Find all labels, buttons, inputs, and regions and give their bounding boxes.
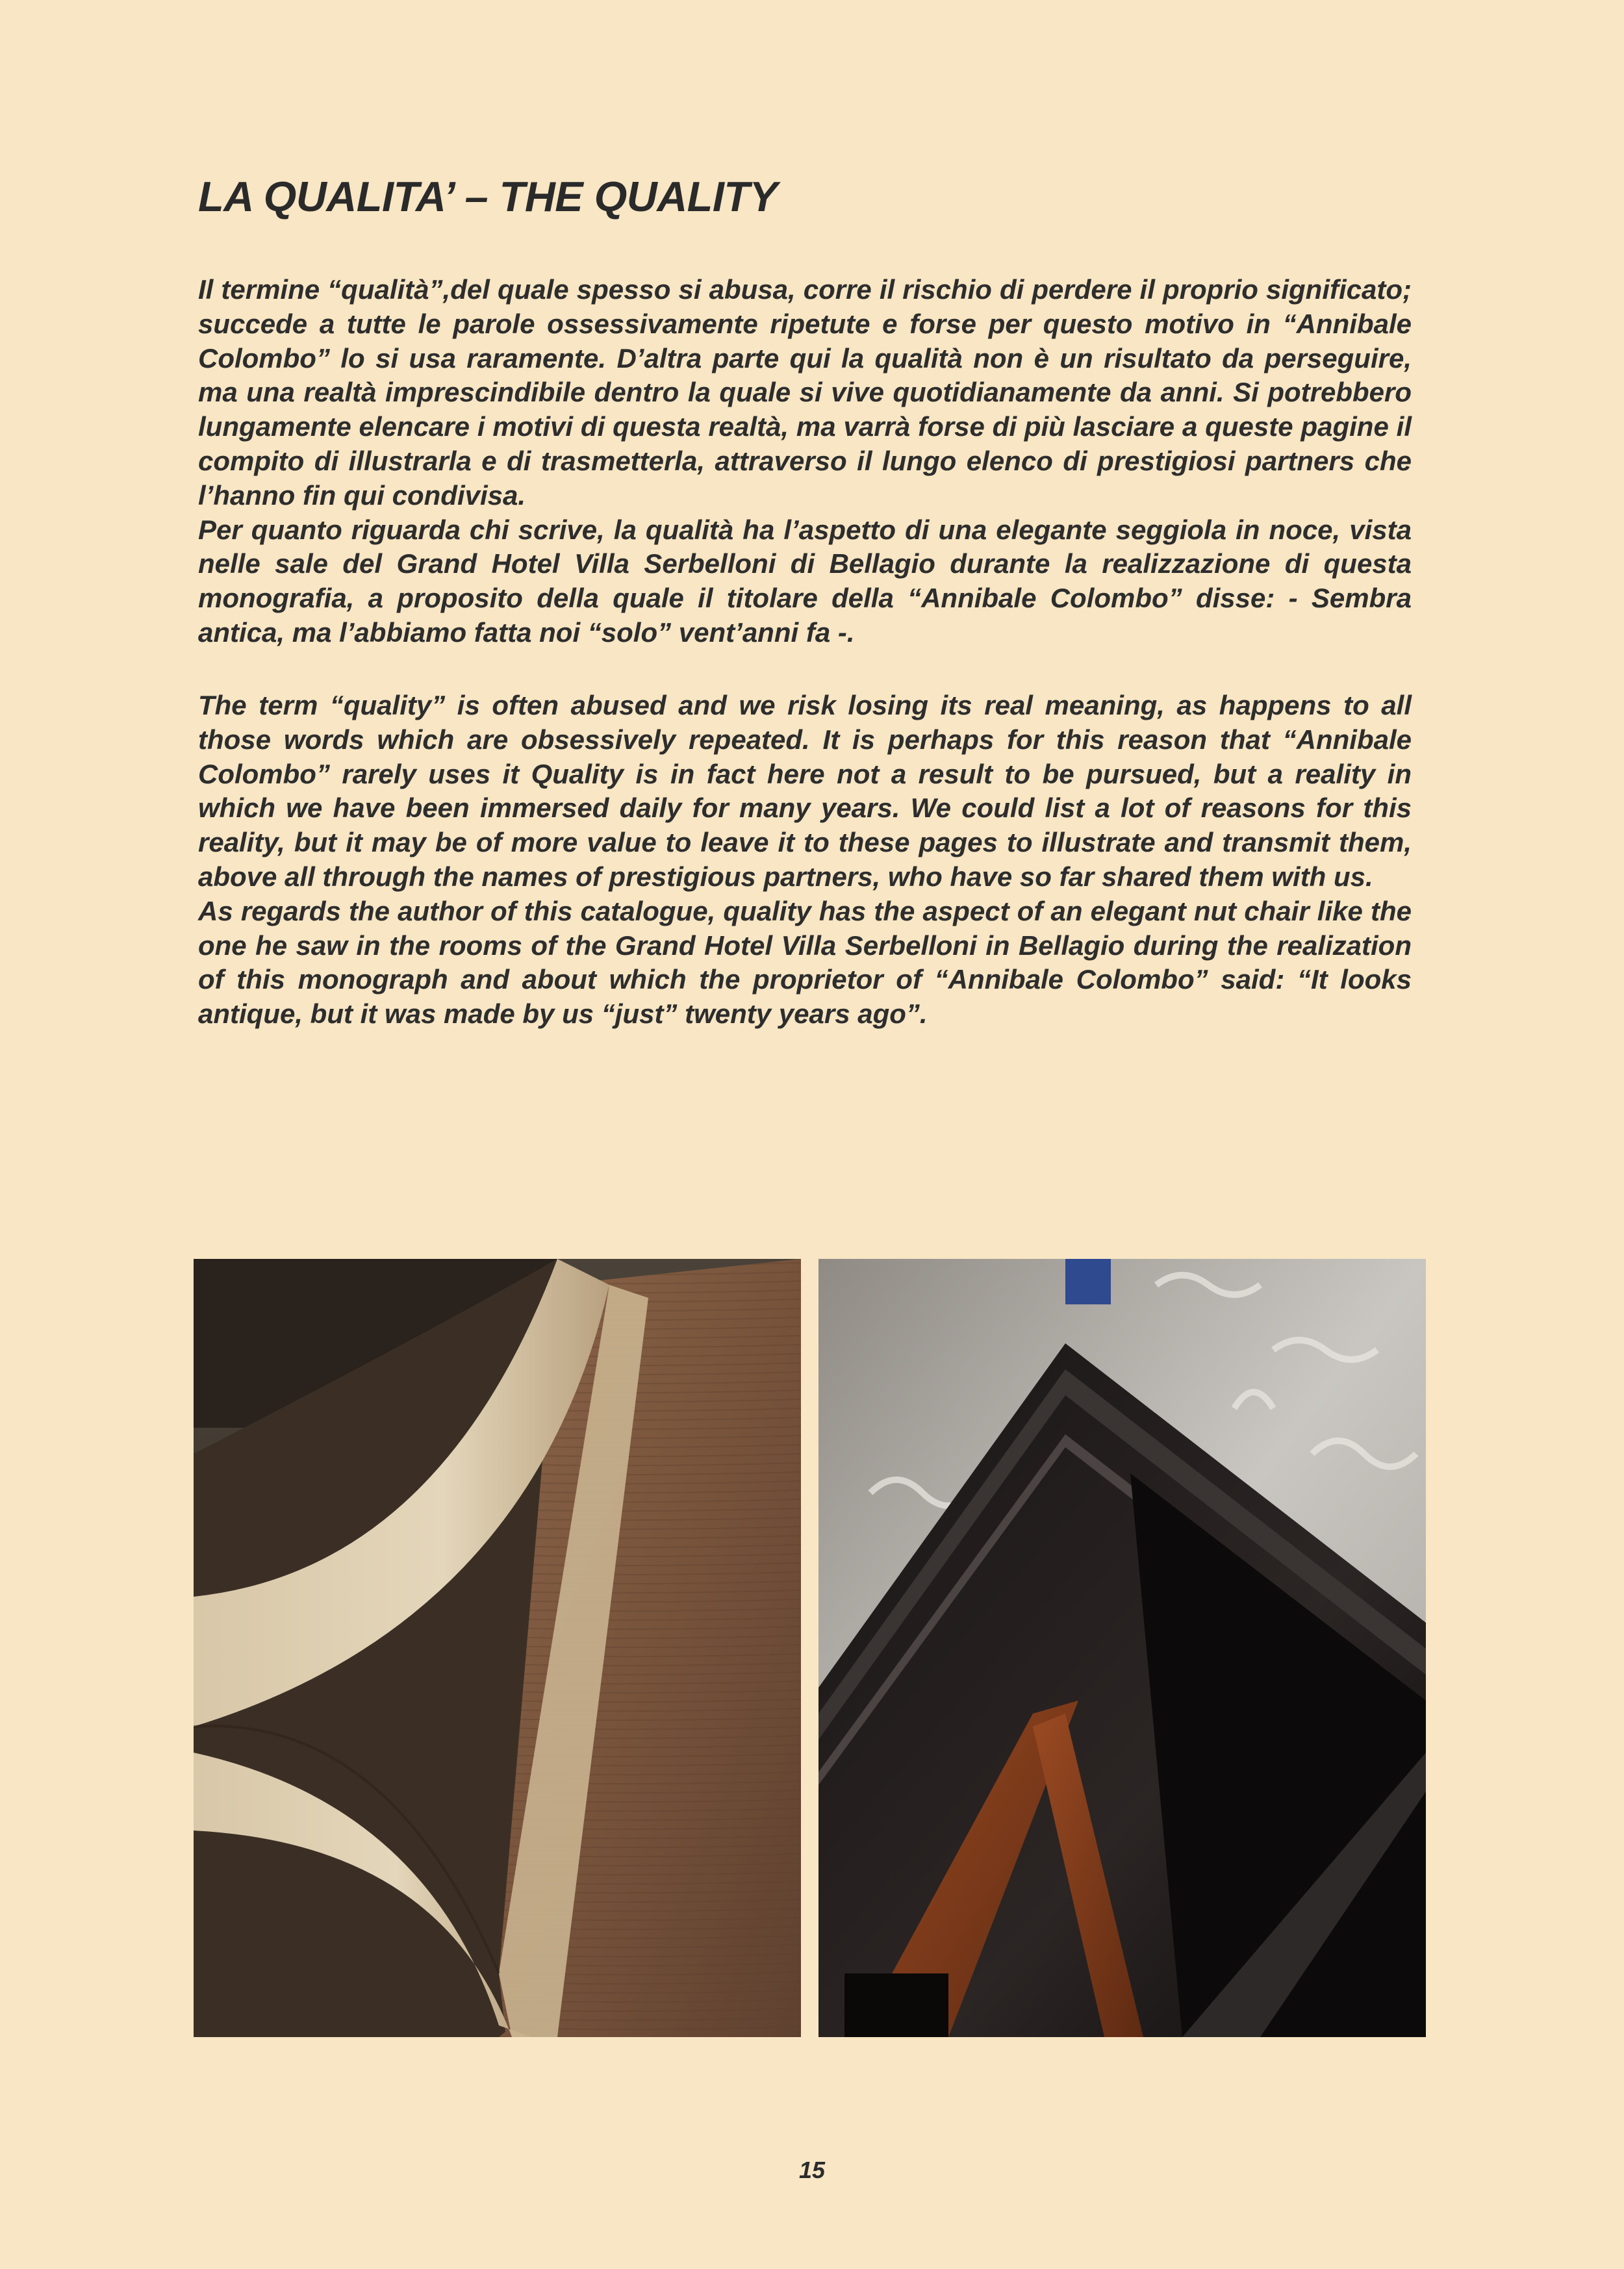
english-paragraph-2: As regards the author of this catalogue, quality has the aspect of an elegant nut chair like the one he saw in the rooms of the Grand Hotel Villa Serbelloni in Bellagio during the realization of this monograph and about which the proprietor of “Annibale Colombo” said: “It looks antique, but it was made by us “just” twenty years ago”. [198,895,1412,1030]
page-title: LA QUALITA’ – THE QUALITY [198,173,778,220]
english-paragraph-1: The term “quality” is often abused and we risk losing its real meaning, as happens to all those words which are obsessively repeated. It is perhaps for this reason that “Annibale Colombo” rarely uses it Quality is in fact here not a result to be pursued, but a reality in which we have been immersed daily for many years. We could list a lot of reasons for this reality, but it may be of more value to leave it to these pages to illustrate and transmit them, above all through the names of prestigious partners, who have so far shared them with us. [198,690,1412,892]
wood-furniture-illustration [194,1259,801,2037]
italian-paragraph-1: Il termine “qualità”,del quale spesso si abusa, corre il rischio di perdere il proprio significato; succede a tutte le parole ossessivamente ripetute e forse per questo motivo in “Annibale Colombo” lo si usa raramente. D’altra parte qui la qualità non è un risultato da perseguire, ma una realtà imprescindibile dentro la quale si vive quotidianamente da anni. Si potrebbero lungamente elencare i motivi di questa realtà, ma varrà forse di più lasciare a queste pagine il compito di illustrarla e di trasmetterla, attraverso il lungo elenco di prestigiosi partners che l’hanno fin qui condivisa. [198,274,1412,511]
photo-lacquered-cornice-detail [818,1259,1426,2037]
italian-text [198,273,1412,650]
cornice-illustration [818,1259,1426,2037]
english-text [198,689,1412,1032]
italian-paragraph-2: Per quanto riguarda chi scrive, la qualità ha l’aspetto di una elegante seggiola in noce, vista nelle sale del Grand Hotel Villa Serbelloni di Bellagio durante la realizzazione di questa monografia, a proposito della quale il titolare della “Annibale Colombo” disse: - Sembra antica, ma l’abbiamo fatta noi “solo” vent’anni fa -. [198,514,1412,648]
photo-wood-furniture-detail [194,1259,801,2037]
page-number: 15 [798,2157,826,2183]
